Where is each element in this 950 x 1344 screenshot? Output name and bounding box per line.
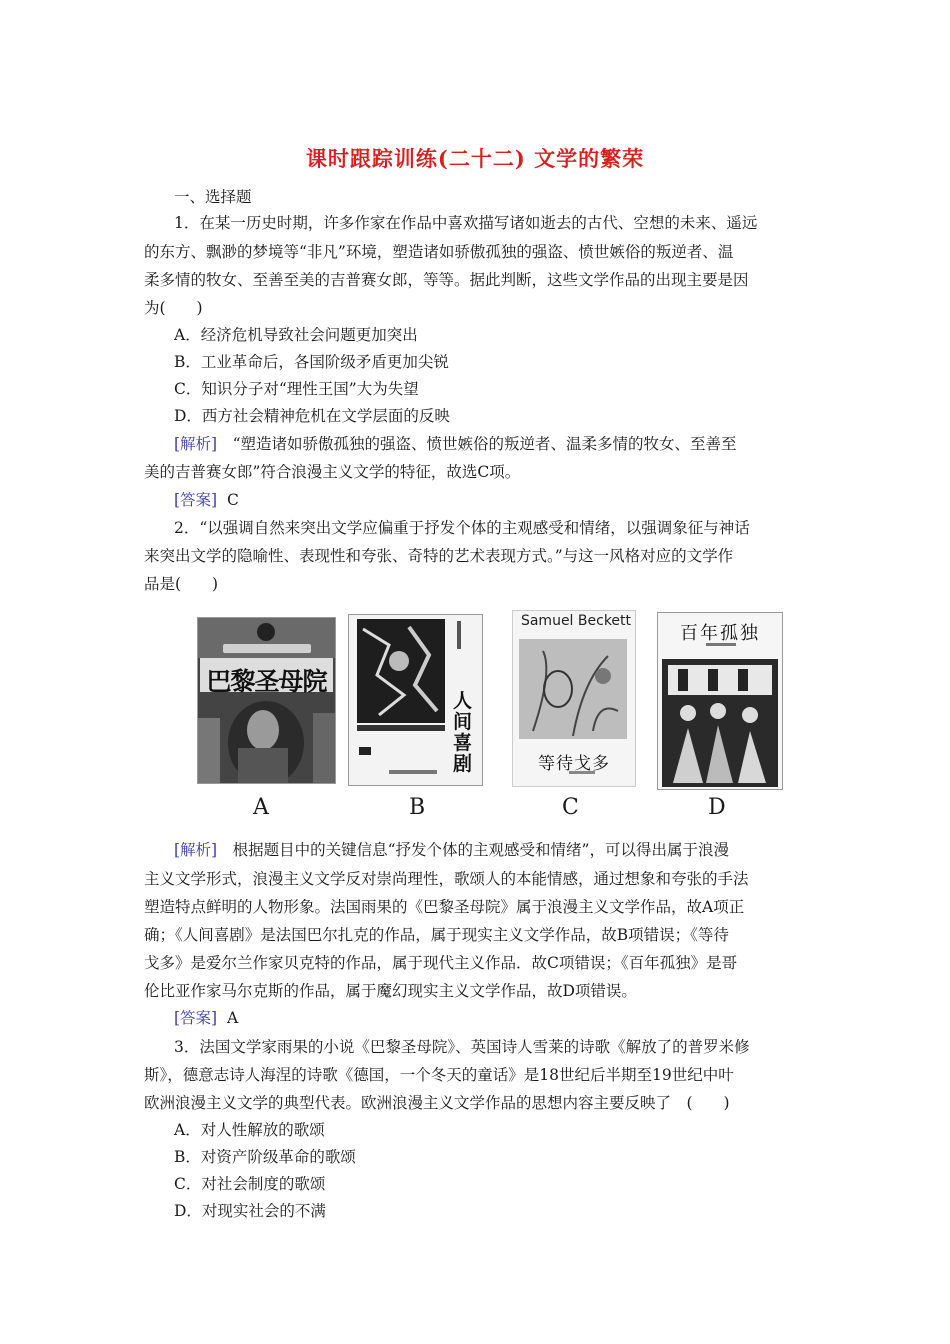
q3-option-a: A．对人性解放的歌颂 xyxy=(174,1121,325,1139)
q2-answer xyxy=(174,1004,238,1033)
cover-a-art xyxy=(198,618,335,783)
cover-label-d: D xyxy=(708,795,726,820)
q2-answer-value: A xyxy=(226,1009,239,1027)
q2-line-3: 品是( ) xyxy=(144,575,219,593)
q2-analysis-text-1: 根据题目中的关键信息“抒发个体的主观感受和情绪”，可以得出属于浪漫 xyxy=(217,841,729,859)
q1-line-3: 柔多情的牧女、至善至美的吉普赛女郎，等等。据此判断，这些文学作品的出现主要是因 xyxy=(144,271,749,289)
q1-analysis-line-1 xyxy=(174,430,737,459)
book-cover-a xyxy=(197,617,336,784)
q1-answer-tag: [答案] xyxy=(174,491,218,509)
section-heading: 一、选择题 xyxy=(174,188,252,206)
cover-label-a: A xyxy=(253,795,269,820)
q3-line-3: 欧洲浪漫主义文学的典型代表。欧洲浪漫主义文学作品的思想内容主要反映了 ( ) xyxy=(144,1094,730,1112)
q2-line-2: 来突出文学的隐喻性、表现性和夸张、奇特的艺术表现方式。”与这一风格对应的文学作 xyxy=(144,547,734,565)
q1-option-b: B．工业革命后，各国阶级矛盾更加尖锐 xyxy=(174,353,449,371)
q2-analysis-line-1 xyxy=(174,836,729,865)
q1-analysis-line-2: 美的吉普赛女郎”符合浪漫主义文学的特征，故选C项。 xyxy=(144,463,521,481)
q3-option-d: D．对现实社会的不满 xyxy=(174,1202,326,1220)
q2-analysis-line-6: 伦比亚作家马尔克斯的作品，属于魔幻现实主义文学作品，故D项错误。 xyxy=(144,982,637,1000)
q2-answer-tag: [答案] xyxy=(174,1009,218,1027)
cover-a-title: 巴黎圣母院 xyxy=(206,667,327,696)
book-cover-d xyxy=(657,612,783,790)
page-title: 课时跟踪训练(二十二) 文学的繁荣 xyxy=(305,146,645,171)
q2-analysis-line-2: 主义文学形式，浪漫主义文学反对崇尚理性，歌颂人的本能情感，通过想象和夸张的手法 xyxy=(144,870,749,888)
q1-answer-value: C xyxy=(226,491,239,509)
cover-c-title: 等待戈多 xyxy=(538,754,610,774)
q1-line-4: 为( ) xyxy=(144,299,203,317)
q1-option-a: A．经济危机导致社会问题更加突出 xyxy=(174,326,418,344)
q3-line-1: 3．法国文学家雨果的小说《巴黎圣母院》、英国诗人雪莱的诗歌《解放了的普罗米修 xyxy=(174,1038,750,1056)
book-cover-c xyxy=(512,610,636,787)
q1-analysis-tag: [解析] xyxy=(174,435,218,453)
cover-b-title: 人间喜剧 xyxy=(453,690,473,775)
cover-d-title: 百年孤独 xyxy=(680,623,760,644)
q1-line-1: 1．在某一历史时期，许多作家在作品中喜欢描写诸如逝去的古代、空想的未来、遥远 xyxy=(174,214,758,232)
q2-analysis-line-3: 塑造特点鲜明的人物形象。法国雨果的《巴黎圣母院》属于浪漫主义文学作品，故A项正 xyxy=(144,898,745,916)
q1-answer xyxy=(174,486,239,515)
cover-label-c: C xyxy=(562,795,579,820)
q3-line-2: 斯》，德意志诗人海涅的诗歌《德国，一个冬天的童话》是18世纪后半期至19世纪中叶 xyxy=(144,1066,734,1084)
cover-c-author: Samuel Beckett xyxy=(520,613,632,629)
q1-line-2: 的东方、飘渺的梦境等“非凡”环境，塑造诸如骄傲孤独的强盗、愤世嫉俗的叛逆者、温 xyxy=(144,243,734,261)
q2-analysis-tag: [解析] xyxy=(174,841,218,859)
q1-option-c: C．知识分子对“理性王国”大为失望 xyxy=(174,380,419,398)
q1-analysis-text-1: “塑造诸如骄傲孤独的强盗、愤世嫉俗的叛逆者、温柔多情的牧女、至善至 xyxy=(217,435,737,453)
q3-option-b: B．对资产阶级革命的歌颂 xyxy=(174,1148,356,1166)
q2-analysis-line-4: 确；《人间喜剧》是法国巴尔扎克的作品，属于现实主义文学作品，故B项错误；《等待 xyxy=(144,926,729,944)
book-cover-b xyxy=(348,614,483,786)
q2-analysis-line-5: 戈多》是爱尔兰作家贝克特的作品，属于现代主义作品．故C项错误；《百年孤独》是哥 xyxy=(144,954,738,972)
q3-option-c: C．对社会制度的歌颂 xyxy=(174,1175,326,1193)
q2-line-1: 2．“以强调自然来突出文学应偏重于抒发个体的主观感受和情绪，以强调象征与神话 xyxy=(174,519,750,537)
cover-label-b: B xyxy=(409,795,426,820)
q1-option-d: D．西方社会精神危机在文学层面的反映 xyxy=(174,407,450,425)
